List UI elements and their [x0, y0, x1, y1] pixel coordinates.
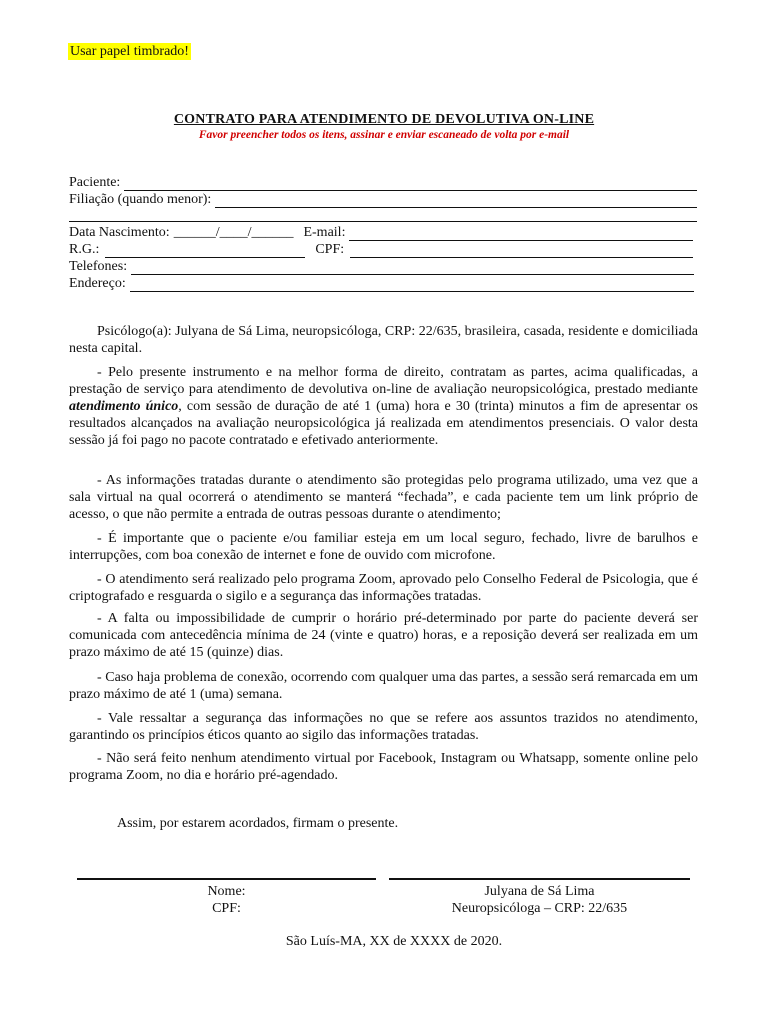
rg-line[interactable]	[105, 245, 305, 258]
rg-cpf-field	[69, 242, 693, 258]
cpf-line[interactable]	[350, 245, 693, 258]
paragraph-connection: - Caso haja problema de conexão, ocorrendo com qualquer uma das partes, a sessão será remarcada em um prazo máximo de até 1 (uma) semana.	[69, 670, 698, 702]
signature-block-psychologist	[389, 883, 690, 917]
paragraph-zoom: - O atendimento será realizado pelo programa Zoom, aprovado pelo Conselho Federal de Psicologia, que é criptografado e resguarda o sigilo e a segurança das informações tratadas.	[69, 572, 698, 604]
signature-name-label: Nome:	[207, 884, 246, 899]
psychologist-crp: Neuropsicóloga – CRP: 22/635	[451, 901, 628, 916]
patient-label: Paciente:	[69, 175, 121, 190]
paragraph-platforms: - Não será feito nenhum atendimento virtual por Facebook, Instagram ou Whatsapp, somente online pelo programa Zoom, no dia e horário pré-agendado.	[69, 751, 698, 783]
filiation-label: Filiação (quando menor):	[69, 192, 212, 207]
cpf-label: CPF:	[315, 242, 345, 257]
paragraph-security: - Vale ressaltar a segurança das informações no que se refere aos assuntos trazidos no atendimento, garantindo os princípios éticos quanto ao sigilo das informações tratadas.	[69, 711, 698, 743]
signature-line-psychologist	[389, 878, 690, 880]
phones-field	[69, 259, 694, 275]
phones-line[interactable]	[131, 262, 694, 275]
filiation-field	[69, 192, 697, 208]
signature-cpf-label: CPF:	[212, 901, 241, 916]
filiation-continuation	[69, 209, 697, 222]
paragraph-absence: - A falta ou impossibilidade de cumprir o horário pré-determinado por parte do paciente deverá ser comunicada com antecedência mínima de 24 (vinte e quatro) horas, e a reposição deverá ser realizada em um prazo máximo de até 15 (quinze) dias.	[69, 611, 698, 660]
closing-statement: Assim, por estarem acordados, firmam o presente.	[117, 816, 399, 831]
email-line[interactable]	[349, 228, 693, 241]
filiation-line-2[interactable]	[69, 209, 697, 222]
address-field	[69, 276, 694, 292]
birth-email-field	[69, 225, 697, 241]
signature-line-patient[interactable]	[77, 878, 376, 880]
address-label: Endereço:	[69, 276, 126, 291]
rg-label: R.G.:	[69, 242, 100, 257]
place-date: São Luís-MA, XX de XXXX de 2020.	[285, 934, 503, 949]
email-label: E-mail:	[303, 225, 346, 240]
signature-block-patient	[77, 883, 376, 917]
document-subtitle: Favor preencher todos os itens, assinar e enviar escaneado de volta por e-mail	[198, 129, 570, 141]
address-line[interactable]	[130, 279, 694, 292]
paragraph-contract: - Pelo presente instrumento e na melhor forma de direito, contratam as partes, acima qualificadas, a prestação de serviço para atendimento de devolutiva on-line de avaliação neuropsicológica, prestado mediante atendimento único, com sessão de duração de até 1 (uma) hora e 30 (trinta) minutos a fim de apresentar os resultados alcançados na avaliação neuropsicológica já realizada em atendimentos presenciais. O valor desta sessão já foi pago no pacote contratado e efetivado anteriormente.	[69, 365, 699, 448]
patient-field	[69, 175, 697, 191]
paragraph-psychologist: Psicólogo(a): Julyana de Sá Lima, neuropsicóloga, CRP: 22/635, brasileira, casada, residente e domiciliada nesta capital.	[69, 324, 698, 356]
emphasis-single-session: atendimento único	[69, 399, 179, 414]
paragraph-environment: - É importante que o paciente e/ou familiar esteja em um local seguro, fechado, livre de barulhos e interrupções, com boa conexão de internet e fone de ouvido com microfone.	[69, 531, 698, 563]
birthdate-template[interactable]: ______/____/______	[173, 225, 294, 240]
psychologist-name: Julyana de Sá Lima	[484, 884, 595, 899]
birthdate-label: Data Nascimento:	[69, 225, 170, 240]
filiation-line[interactable]	[215, 195, 697, 208]
phones-label: Telefones:	[69, 259, 128, 274]
letterhead-note: Usar papel timbrado!	[70, 44, 189, 59]
paragraph-privacy: - As informações tratadas durante o atendimento são protegidas pelo programa utilizado, uma vez que a sala virtual na qual ocorrerá o atendimento se manterá “fechada”, e cada paciente tem um link próprio de acesso, o que não permite a entrada de outras pessoas durante o atendimento;	[69, 473, 698, 522]
document-title: CONTRATO PARA ATENDIMENTO DE DEVOLUTIVA ON-LINE	[173, 112, 595, 127]
patient-line[interactable]	[124, 178, 697, 191]
